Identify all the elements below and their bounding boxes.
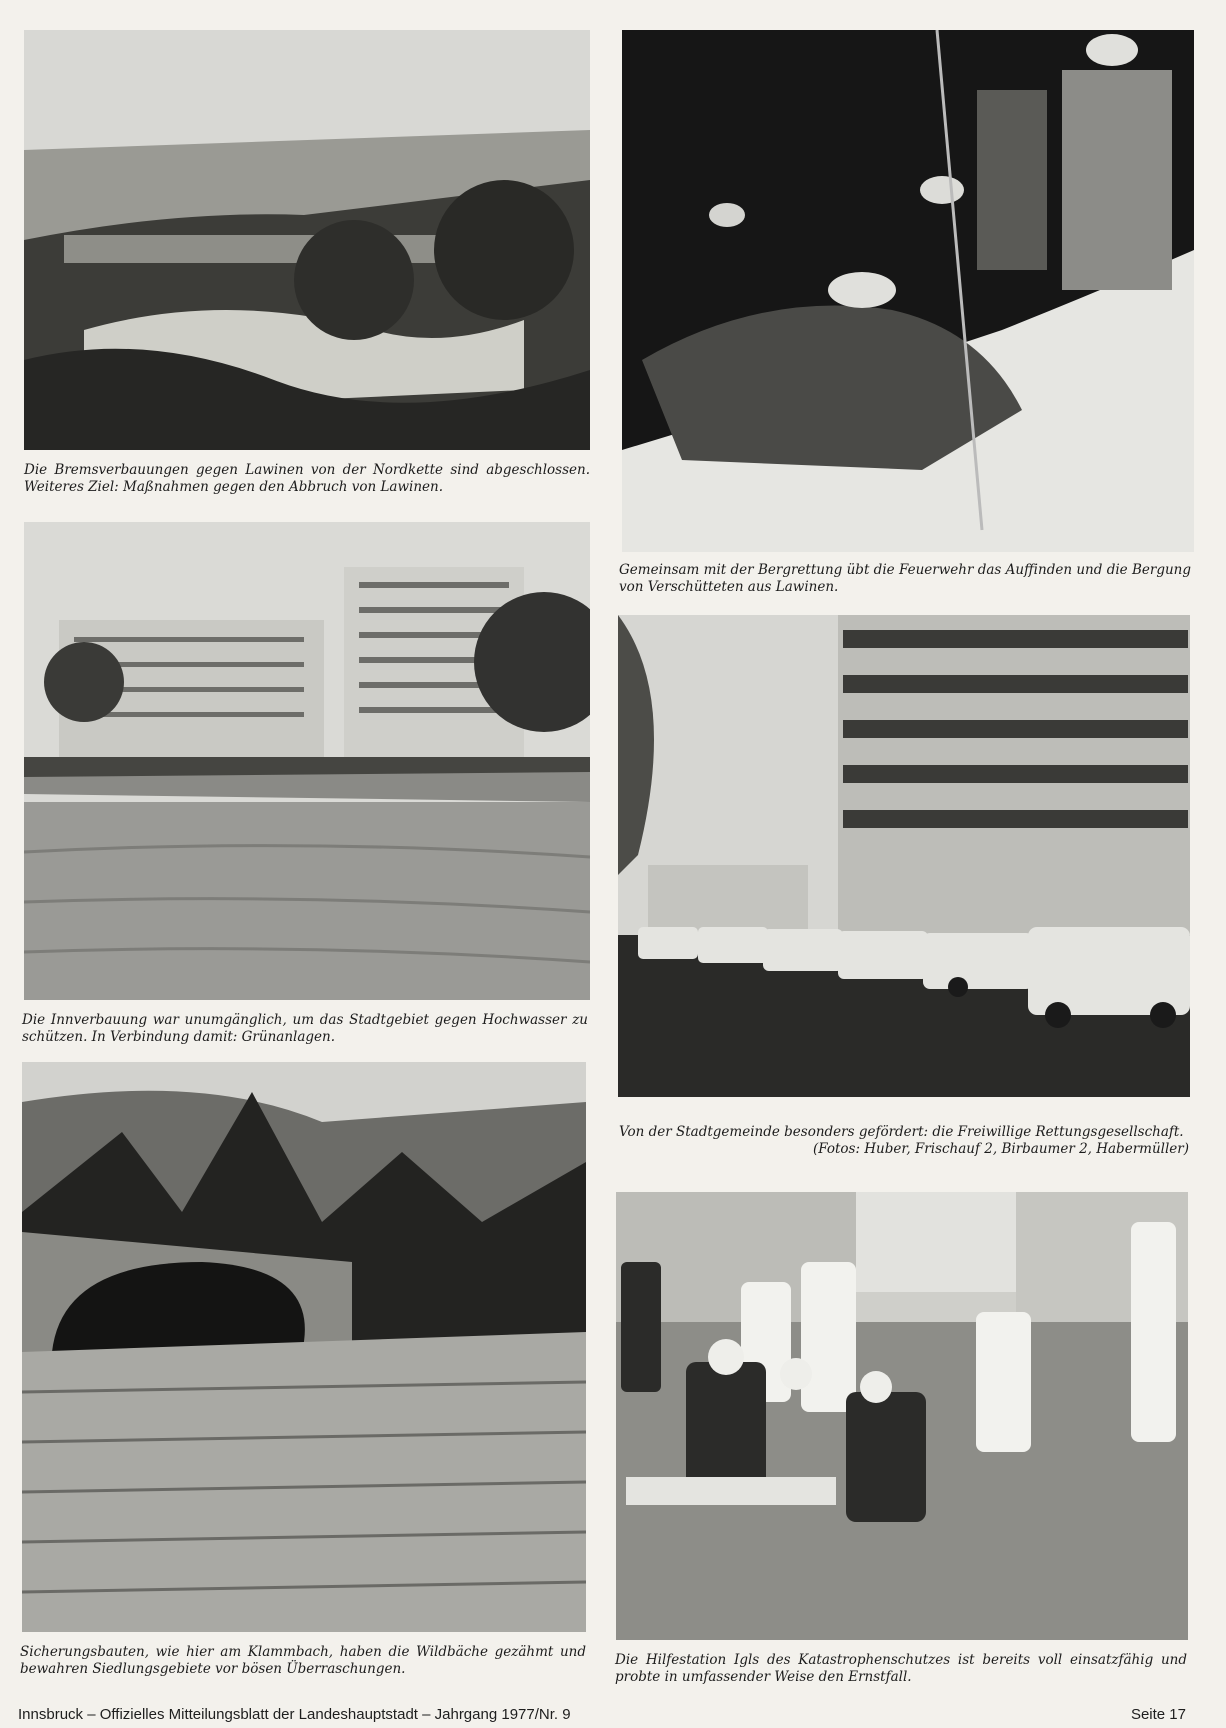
page-footer: [18, 1706, 1186, 1723]
photo-igls-station: [616, 1192, 1188, 1640]
photo-inn-embankment: [24, 522, 590, 1000]
caption-rescue-society: [619, 1124, 1189, 1158]
photo-rescue-vans: [618, 615, 1190, 1097]
caption-mountain-rescue: Gemeinsam mit der Bergrettung übt die Feuerwehr das Auffinden und die Bergung von Verschütteten aus Lawinen.: [619, 562, 1191, 595]
caption-inn-embankment: Die Innverbauung war unumgänglich, um das Stadtgebiet gegen Hochwasser zu schützen. In Verbindung damit: Grünanlagen.: [22, 1012, 588, 1045]
photo-avalanche-barriers: [24, 30, 590, 450]
caption-avalanche-barriers: Die Bremsverbauungen gegen Lawinen von der Nordkette sind abgeschlossen. Weiteres Ziel: Maßnahmen gegen den Abbruch von Lawinen.: [24, 462, 590, 495]
caption-igls-station: Die Hilfestation Igls des Katastrophenschutzes ist bereits voll einsatzfähig und probte in umfassender Weise den Ernstfall.: [615, 1652, 1187, 1685]
photo-mountain-rescue: [622, 30, 1194, 552]
caption-rescue-society-text: Von der Stadtgemeinde besonders gefördert: die Freiwillige Rettungsgesellschaft.: [619, 1124, 1184, 1140]
photo-klammbach: [22, 1062, 586, 1632]
page-number: Seite 17: [1130, 1706, 1186, 1723]
publication-line: Innsbruck – Offizielles Mitteilungsblatt der Landeshauptstadt – Jahrgang 1977/Nr. 9: [18, 1706, 571, 1723]
photo-credits: (Fotos: Huber, Frischauf 2, Birbaumer 2, Habermüller): [812, 1141, 1189, 1157]
caption-klammbach: Sicherungsbauten, wie hier am Klammbach, haben die Wildbäche gezähmt und bewahren Siedlungsgebiete vor bösen Überraschungen.: [20, 1644, 586, 1677]
